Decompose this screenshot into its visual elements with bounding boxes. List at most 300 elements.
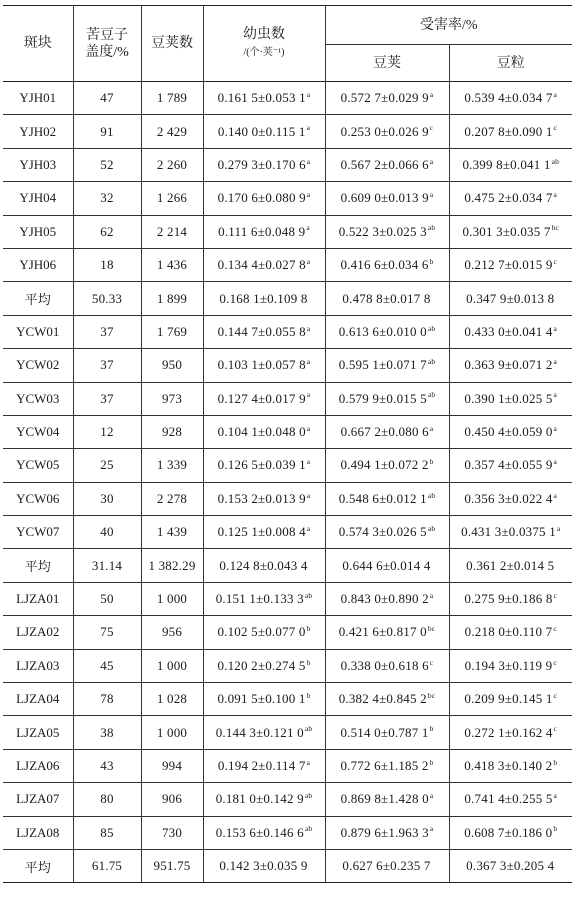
cell-seed-rate-significance: a [553,190,558,200]
cell-plot [3,649,73,682]
cell-pod-rate [325,749,449,782]
cell-cover [73,349,141,382]
cell-plot [3,816,73,849]
cell-larvae-significance: a [306,390,311,400]
cell-larvae-significance: a [306,323,311,333]
data-table-container [3,5,572,883]
cell-larvae [203,449,325,482]
cell-seed-rate-significance: a [556,523,561,533]
cell-plot-value: LJZA05 [16,724,60,740]
cell-plot [3,449,73,482]
table-row [3,182,572,215]
cell-seed-rate-significance: a [553,323,558,333]
header-damage-pod: 豆荚 [325,45,449,82]
cell-pods-value: 2 260 [156,156,188,172]
cell-larvae [203,683,325,716]
cell-pod-rate [325,649,449,682]
cell-pods [141,616,203,649]
header-larvae-line1: 幼虫数 [243,27,285,42]
cell-pods [141,716,203,749]
cell-pod-rate-significance: bc [427,624,436,634]
cell-pod-rate-value: 0.522 3±0.025 3 [338,223,427,239]
cell-plot [3,783,73,816]
cell-pod-rate-significance: a [429,190,434,200]
cell-seed-rate-value: 0.431 3±0.0375 1 [461,524,556,540]
cell-seed-rate [449,549,572,582]
cell-plot-value: YCW07 [16,524,60,540]
table-row [3,215,572,248]
cell-plot-value: LJZA03 [16,657,60,673]
cell-plot [3,315,73,348]
cell-seed-rate-significance: a [553,457,558,467]
cell-larvae-value: 0.279 3±0.170 6 [217,156,306,172]
cell-pod-rate [325,516,449,549]
cell-larvae-value: 0.120 2±0.274 5 [217,657,306,673]
cell-seed-rate [449,849,572,882]
cell-plot-value: LJZA02 [16,624,60,640]
cell-pods [141,415,203,448]
cell-seed-rate-significance: ab [551,156,560,166]
table-row [3,315,572,348]
cell-plot [3,516,73,549]
cell-plot [3,716,73,749]
cell-pod-rate-value: 0.382 4±0.845 2 [338,691,427,707]
cell-pods [141,582,203,615]
table-row [3,382,572,415]
cell-plot-value: YJH03 [19,156,57,172]
cell-pods [141,215,203,248]
cell-larvae [203,282,325,315]
cell-pod-rate-value: 0.253 0±0.026 9 [340,123,429,139]
cell-plot [3,415,73,448]
cell-larvae-significance: ab [304,590,313,600]
cell-cover [73,482,141,515]
cell-larvae [203,482,325,515]
table-row [3,749,572,782]
cell-larvae-significance: a [306,123,311,133]
cell-larvae-significance: a [306,490,311,500]
cell-pods-value: 1 899 [156,290,188,306]
cell-pods [141,349,203,382]
cell-cover-value: 75 [100,624,114,640]
cell-pod-rate [325,415,449,448]
cell-pod-rate-significance: bc [427,690,436,700]
cell-cover [73,182,141,215]
cell-pod-rate-value: 0.644 6±0.014 4 [342,557,431,573]
cell-seed-rate-significance: a [553,791,558,801]
cell-larvae-significance: a [306,223,310,233]
cell-cover-value: 50 [100,591,114,607]
cell-plot-value: YCW06 [16,490,60,506]
cell-pod-rate [325,215,449,248]
cell-cover-value: 78 [100,691,114,707]
cell-larvae-value: 0.140 0±0.115 1 [217,123,306,139]
cell-pod-rate-significance: a [429,824,434,834]
cell-plot-value: LJZA04 [16,691,60,707]
cell-seed-rate [449,115,572,148]
cell-larvae-significance: a [306,757,311,767]
cell-pod-rate-value: 0.772 6±1.185 2 [340,758,429,773]
cell-larvae-significance: a [306,423,311,433]
table-row [3,649,572,682]
cell-cover [73,849,141,882]
cell-pod-rate [325,248,449,281]
cell-seed-rate-significance: a [553,390,558,400]
cell-seed-rate [449,482,572,515]
cell-plot-value: YCW02 [16,357,60,373]
cell-plot [3,582,73,615]
cell-seed-rate-value: 0.399 8±0.041 1 [462,156,551,172]
cell-plot [3,215,73,248]
cell-larvae-value: 0.144 7±0.055 8 [217,323,306,339]
cell-pod-rate-value: 0.514 0±0.787 1 [340,724,429,740]
cell-pods-value: 2 429 [156,123,188,139]
cell-seed-rate-value: 0.272 1±0.162 4 [464,724,553,740]
cell-seed-rate-value: 0.275 9±0.186 8 [464,591,553,607]
cell-seed-rate-significance: b [553,757,558,767]
table-header [3,6,572,82]
cell-pod-rate-value: 0.613 6±0.010 0 [338,323,427,339]
cell-plot-value: 平均 [24,292,51,308]
cell-pod-rate-significance: a [429,423,434,433]
cell-larvae-significance: a [306,523,311,533]
cell-larvae-value: 0.194 2±0.114 7 [217,758,306,773]
cell-seed-rate [449,315,572,348]
cell-larvae [203,716,325,749]
cell-seed-rate-value: 0.218 0±0.110 7 [464,624,553,640]
cell-larvae [203,849,325,882]
cell-larvae-significance: ab [304,824,313,834]
cell-cover [73,415,141,448]
cell-pods [141,282,203,315]
cell-seed-rate-significance: a [553,89,558,99]
cell-plot [3,382,73,415]
cell-pods [141,482,203,515]
cell-pod-rate [325,849,449,882]
cell-seed-rate [449,415,572,448]
cell-seed-rate [449,349,572,382]
cell-larvae-significance: ab [304,791,313,801]
cell-cover [73,616,141,649]
cell-plot-value: YCW03 [16,390,60,406]
cell-pods [141,849,203,882]
table-row [3,783,572,816]
cell-cover [73,582,141,615]
header-cover [73,6,141,82]
cell-plot [3,82,73,115]
cell-seed-rate-value: 0.418 3±0.140 2 [464,758,553,773]
cell-cover-value: 40 [100,524,114,540]
table-row [3,248,572,281]
cell-seed-rate-significance: bc [551,223,560,233]
cell-larvae-significance: b [306,690,311,700]
cell-seed-rate-significance: a [553,356,558,366]
cell-pods-value: 1 266 [156,190,188,206]
cell-pod-rate [325,616,449,649]
cell-cover-value: 25 [100,457,114,473]
cell-pod-rate-value: 0.572 7±0.029 9 [340,90,429,106]
cell-plot-value: YCW05 [16,457,60,473]
cell-pods-value: 994 [161,758,183,773]
cell-larvae-significance: b [306,657,311,667]
cell-pods-value: 973 [161,390,183,406]
cell-plot [3,849,73,882]
cell-plot [3,749,73,782]
header-larvae-line2: /(个·荚⁻¹) [243,47,285,58]
cell-seed-rate-significance: a [553,423,558,433]
cell-pods [141,683,203,716]
cell-plot [3,248,73,281]
cell-pod-rate-significance: ab [427,490,436,500]
header-plot: 斑块 [3,6,73,82]
cell-seed-rate-significance: c [553,624,557,634]
cell-pod-rate [325,683,449,716]
cell-pods-value: 1 339 [156,457,188,473]
cell-pods [141,148,203,181]
table-row [3,516,572,549]
cell-larvae-value: 0.104 1±0.048 0 [217,424,306,440]
cell-pods-value: 951.75 [153,858,191,874]
cell-larvae [203,415,325,448]
cell-plot-value: LJZA01 [16,591,60,607]
cell-plot-value: LJZA06 [16,758,60,773]
cell-larvae-significance: b [306,624,311,634]
cell-plot-value: YJH06 [19,257,57,273]
cell-larvae-value: 0.102 5±0.077 0 [217,624,306,640]
cell-pod-rate-significance: a [429,156,434,166]
cell-seed-rate [449,582,572,615]
cell-pods [141,649,203,682]
cell-plot [3,115,73,148]
cell-pod-rate-value: 0.421 6±0.817 0 [338,624,427,640]
table-row [3,616,572,649]
cell-pods [141,82,203,115]
cell-larvae-value: 0.161 5±0.053 1 [217,90,306,106]
cell-seed-rate-significance: c [553,123,558,133]
cell-seed-rate-value: 0.194 3±0.119 9 [464,657,553,673]
cell-seed-rate-value: 0.433 0±0.041 4 [464,323,553,339]
cell-larvae-value: 0.126 5±0.039 1 [217,457,306,473]
cell-pod-rate-value: 0.579 9±0.015 5 [338,390,427,406]
cell-seed-rate-value: 0.356 3±0.022 4 [464,490,553,506]
cell-seed-rate [449,248,572,281]
cell-plot [3,549,73,582]
table-row [3,449,572,482]
cell-pod-rate-significance: a [429,791,434,801]
cell-pod-rate [325,783,449,816]
cell-pod-rate-value: 0.478 8±0.017 8 [342,290,431,306]
cell-seed-rate-significance: c [553,256,558,266]
cell-plot [3,482,73,515]
cell-seed-rate-value: 0.390 1±0.025 5 [464,390,553,406]
header-cover-line2: 盖度/% [85,44,129,60]
cell-pods [141,449,203,482]
cell-larvae [203,148,325,181]
cell-pod-rate-significance: ab [427,223,436,233]
cell-larvae-value: 0.153 2±0.013 9 [217,490,306,506]
cell-cover-value: 37 [100,323,114,339]
cell-larvae [203,248,325,281]
cell-pods-value: 1 000 [156,657,188,673]
cell-pods [141,315,203,348]
cell-plot-value: YJH02 [19,123,57,139]
cell-pod-rate-value: 0.416 6±0.034 6 [340,257,429,273]
cell-larvae-value: 0.134 4±0.027 8 [217,257,306,273]
cell-pods-value: 906 [161,791,183,807]
cell-larvae [203,182,325,215]
cell-pod-rate-significance: ab [427,523,436,533]
cell-plot-value: YCW01 [16,323,60,339]
cell-cover-value: 43 [100,758,114,773]
cell-seed-rate-value: 0.212 7±0.015 9 [464,257,553,273]
cell-larvae-value: 0.091 5±0.100 1 [217,691,306,707]
cell-cover [73,716,141,749]
cell-pods-value: 2 278 [156,490,188,506]
cell-pod-rate-value: 0.494 1±0.072 2 [340,457,429,473]
cell-pod-rate-significance: b [429,256,434,266]
cell-pod-rate [325,349,449,382]
cell-plot-value: 平均 [24,559,51,575]
cell-larvae [203,382,325,415]
cell-cover [73,82,141,115]
cell-larvae-value: 0.170 6±0.080 9 [217,190,306,206]
cell-larvae [203,649,325,682]
table-row [3,482,572,515]
cell-seed-rate-value: 0.357 4±0.055 9 [464,457,553,473]
header-pods: 豆荚数 [141,6,203,82]
cell-seed-rate [449,148,572,181]
cell-pod-rate-value: 0.574 3±0.026 5 [338,524,427,540]
cell-pod-rate-value: 0.548 6±0.012 1 [338,490,427,506]
cell-pods [141,749,203,782]
cell-seed-rate [449,716,572,749]
cell-pod-rate-value: 0.843 0±0.890 2 [340,591,429,607]
cell-larvae-value: 0.142 3±0.035 9 [219,858,308,874]
cell-pod-rate [325,582,449,615]
pest-damage-table [3,5,572,883]
table-row [3,115,572,148]
cell-larvae-value: 0.103 1±0.057 8 [217,357,306,373]
cell-cover [73,683,141,716]
cell-cover [73,315,141,348]
cell-cover-value: 47 [100,90,114,106]
cell-pod-rate-value: 0.627 6±0.235 7 [342,858,431,874]
cell-seed-rate [449,282,572,315]
cell-plot [3,683,73,716]
cell-pod-rate-significance: c [429,657,434,667]
cell-cover-value: 50.33 [91,290,123,306]
cell-larvae-value: 0.125 1±0.008 4 [217,524,306,540]
cell-cover-value: 37 [100,390,114,406]
cell-pod-rate [325,182,449,215]
cell-pod-rate [325,82,449,115]
cell-pod-rate-value: 0.338 0±0.618 6 [340,657,429,673]
cell-pod-rate [325,282,449,315]
cell-seed-rate [449,382,572,415]
cell-larvae [203,816,325,849]
cell-seed-rate-significance: c [553,657,557,667]
cell-pod-rate-value: 0.595 1±0.071 7 [338,357,427,373]
cell-larvae-value: 0.144 3±0.121 0 [215,724,304,740]
table-body [3,82,572,883]
cell-pods-value: 950 [161,357,183,373]
cell-seed-rate [449,749,572,782]
table-row [3,82,572,115]
cell-larvae-value: 0.153 6±0.146 6 [215,824,304,840]
cell-seed-rate [449,783,572,816]
cell-pod-rate [325,549,449,582]
cell-plot [3,182,73,215]
table-row [3,582,572,615]
cell-pod-rate-value: 0.879 6±1.963 3 [340,824,429,840]
cell-larvae-significance: a [306,356,311,366]
cell-pod-rate-significance: ab [427,323,436,333]
cell-pods-value: 1 436 [156,257,188,273]
cell-cover-value: 38 [100,724,114,740]
cell-larvae-value: 0.181 0±0.142 9 [215,791,304,807]
cell-pod-rate [325,482,449,515]
cell-pod-rate-value: 0.567 2±0.066 6 [340,156,429,172]
cell-pod-rate-significance: a [429,89,434,99]
cell-cover [73,549,141,582]
cell-plot-value: YCW04 [16,424,60,440]
cell-larvae [203,582,325,615]
cell-pods [141,783,203,816]
cell-pods-value: 1 439 [156,524,188,540]
cell-seed-rate [449,182,572,215]
cell-seed-rate-value: 0.539 4±0.034 7 [464,90,553,106]
cell-cover-value: 62 [100,223,114,239]
cell-seed-rate-value: 0.608 7±0.186 0 [464,824,553,840]
table-row [3,148,572,181]
table-row [3,282,572,315]
cell-pod-rate-significance: ab [427,356,436,366]
cell-pods [141,182,203,215]
cell-cover-value: 91 [100,123,114,139]
cell-seed-rate-value: 0.475 2±0.034 7 [464,190,553,206]
table-row [3,349,572,382]
cell-larvae-value: 0.124 8±0.043 4 [219,557,308,573]
cell-plot-value: 平均 [24,859,51,875]
cell-cover [73,816,141,849]
cell-plot-value: LJZA08 [16,824,60,840]
cell-pod-rate-value: 0.869 8±1.428 0 [340,791,429,807]
cell-cover [73,382,141,415]
cell-seed-rate [449,516,572,549]
cell-pod-rate-value: 0.609 0±0.013 9 [340,190,429,206]
cell-cover [73,749,141,782]
cell-pod-rate [325,148,449,181]
cell-seed-rate-value: 0.363 9±0.071 2 [464,357,553,373]
cell-seed-rate [449,816,572,849]
cell-larvae-value: 0.111 6±0.048 9 [218,223,306,239]
cell-pods-value: 1 789 [156,90,188,106]
cell-pods-value: 1 000 [156,724,188,740]
table-row [3,549,572,582]
header-damage-rate: 受害率/% [325,6,572,45]
cell-pods-value: 1 000 [156,591,188,607]
cell-seed-rate [449,616,572,649]
cell-cover-value: 31.14 [91,557,123,573]
cell-cover-value: 30 [100,490,114,506]
cell-seed-rate [449,649,572,682]
cell-larvae-value: 0.168 1±0.109 8 [219,290,308,306]
cell-seed-rate-significance: a [553,490,558,500]
cell-seed-rate-significance: c [553,690,558,700]
cell-pods [141,549,203,582]
cell-plot [3,282,73,315]
cell-pod-rate-significance: a [429,590,434,600]
